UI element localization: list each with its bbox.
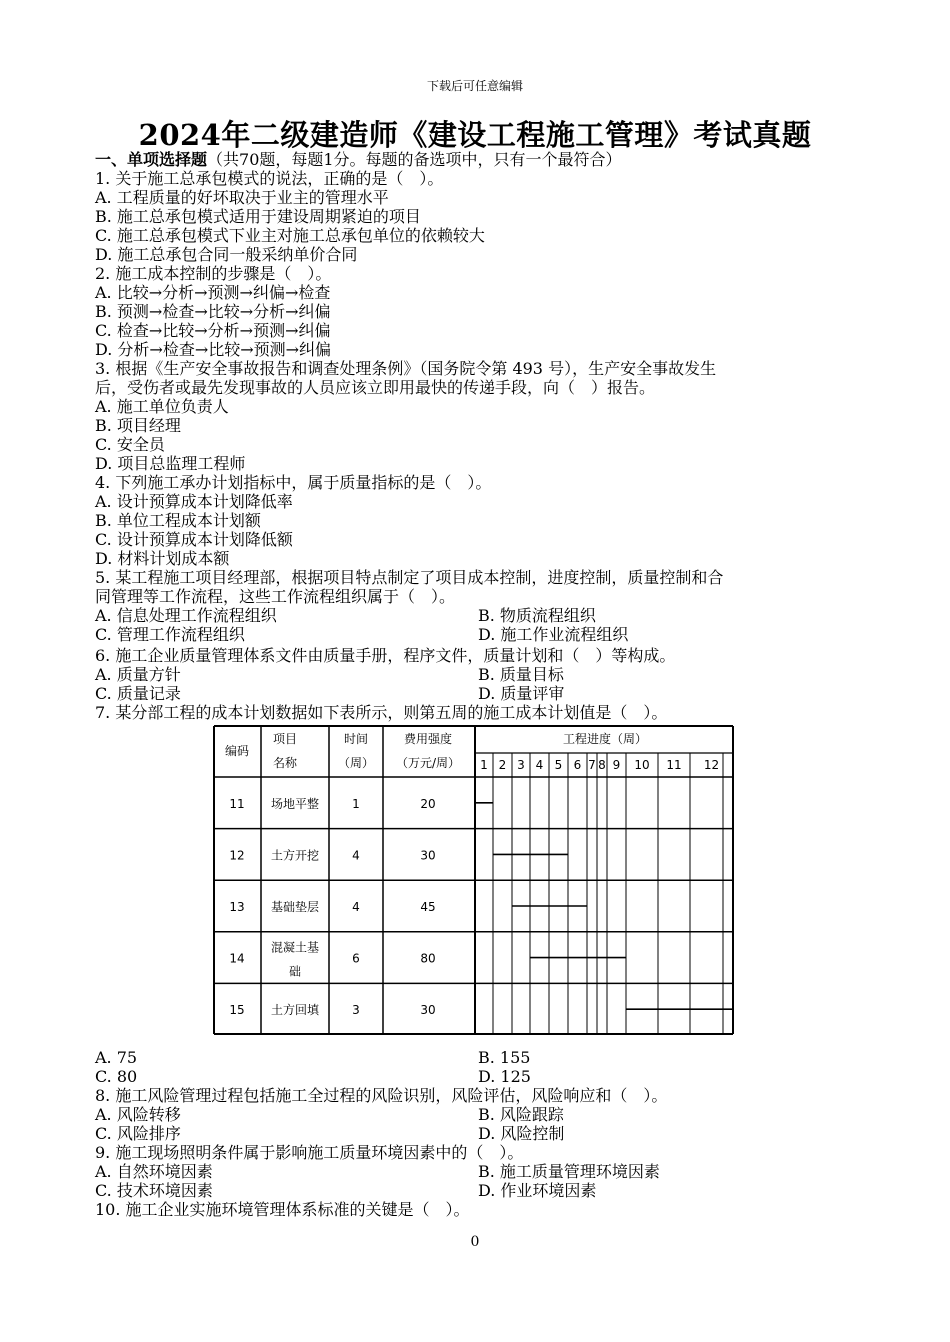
q7-option-c: C. 80 bbox=[95, 1067, 138, 1086]
q5-option-d: D. 施工作业流程组织 bbox=[478, 625, 629, 644]
week-label: 7 bbox=[588, 758, 596, 772]
row-code: 13 bbox=[229, 900, 245, 914]
row-code: 15 bbox=[229, 1003, 245, 1018]
q3-option-c: C. 安全员 bbox=[95, 435, 165, 454]
week-label: 12 bbox=[703, 758, 720, 772]
week-label: 8 bbox=[598, 758, 606, 772]
q4-option-b: B. 单位工程成本计划额 bbox=[95, 511, 261, 530]
week-label: 2 bbox=[498, 758, 507, 772]
q5-option-a: A. 信息处理工作流程组织 bbox=[95, 606, 277, 625]
week-label: 6 bbox=[573, 758, 582, 772]
q3-option-d: D. 项目总监理工程师 bbox=[95, 454, 246, 473]
q6-option-d: D. 质量评审 bbox=[478, 684, 565, 703]
row-name-2: 础 bbox=[288, 964, 302, 979]
header-time-1: 时间 bbox=[343, 732, 369, 746]
q7-option-a: A. 75 bbox=[95, 1048, 138, 1067]
row-name: 场地平整 bbox=[270, 796, 320, 811]
q8-option-c: C. 风险排序 bbox=[95, 1124, 181, 1143]
header-code: 编码 bbox=[224, 744, 250, 758]
q9-option-d: D. 作业环境因素 bbox=[478, 1181, 597, 1200]
q2-option-c: C. 检查→比较→分析→预测→纠偏 bbox=[95, 321, 331, 340]
q1-option-c: C. 施工总承包模式下业主对施工总承包单位的依赖较大 bbox=[95, 226, 485, 245]
week-label: 3 bbox=[517, 758, 525, 772]
page-number: 0 bbox=[470, 1234, 480, 1250]
q3-option-a: A. 施工单位负责人 bbox=[95, 397, 229, 416]
row-code: 14 bbox=[229, 951, 245, 966]
row-cost: 30 bbox=[420, 848, 436, 863]
q9-stem: 9. 施工现场照明条件属于影响施工质量环境因素中的（ ）。 bbox=[95, 1143, 524, 1162]
row-cost: 80 bbox=[420, 951, 436, 966]
q3-stem-line1: 3. 根据《生产安全事故报告和调查处理条例》（国务院令第 493 号），生产安全事故发生 bbox=[95, 359, 717, 378]
row-time: 6 bbox=[352, 951, 360, 966]
q1-option-d: D. 施工总承包合同一般采纳单价合同 bbox=[95, 245, 358, 264]
week-label: 10 bbox=[634, 758, 650, 772]
q2-stem: 2. 施工成本控制的步骤是（ ）。 bbox=[95, 264, 332, 283]
q7-option-d: D. 125 bbox=[478, 1067, 531, 1086]
q2-option-b: B. 预测→检查→比较→分析→纠偏 bbox=[95, 302, 331, 321]
row-name: 混凝土基 bbox=[270, 940, 320, 955]
q6-stem: 6. 施工企业质量管理体系文件由质量手册，程序文件，质量计划和（ ）等构成。 bbox=[95, 646, 676, 665]
row-time: 1 bbox=[352, 796, 360, 811]
q4-stem: 4. 下列施工承办计划指标中，属于质量指标的是（ ）。 bbox=[95, 473, 492, 492]
header-time-2: （周） bbox=[337, 756, 375, 770]
q4-option-a: A. 设计预算成本计划降低率 bbox=[95, 492, 293, 511]
q7-stem: 7. 某分部工程的成本计划数据如下表所示，则第五周的施工成本计划值是（ ）。 bbox=[95, 703, 668, 722]
row-code: 11 bbox=[229, 796, 245, 811]
q4-option-c: C. 设计预算成本计划降低额 bbox=[95, 530, 293, 549]
week-label: 1 bbox=[480, 758, 488, 772]
row-time: 4 bbox=[352, 848, 360, 863]
q1-option-b: B. 施工总承包模式适用于建设周期紧迫的项目 bbox=[95, 207, 421, 226]
document-title: 2024年二级建造师《建设工程施工管理》考试真题 bbox=[138, 118, 812, 152]
q8-option-b: B. 风险跟踪 bbox=[478, 1105, 564, 1124]
section-head: 一、单项选择题 bbox=[95, 150, 208, 169]
q8-option-a: A. 风险转移 bbox=[95, 1105, 181, 1124]
q6-option-c: C. 质量记录 bbox=[95, 684, 181, 703]
header-cost-1: 费用强度 bbox=[403, 732, 453, 746]
week-label: 5 bbox=[554, 758, 563, 772]
q5-stem-line1: 5. 某工程施工项目经理部，根据项目特点制定了项目成本控制，进度控制，质量控制和合 bbox=[95, 568, 724, 587]
q9-option-a: A. 自然环境因素 bbox=[95, 1162, 213, 1181]
row-name: 基础垫层 bbox=[270, 900, 320, 914]
q3-option-b: B. 项目经理 bbox=[95, 416, 181, 435]
row-cost: 30 bbox=[420, 1003, 436, 1018]
section-note: （共70题，每题1分。每题的备选项中，只有一个最符合） bbox=[207, 150, 622, 169]
q1-stem: 1. 关于施工总承包模式的说法，正确的是（ ）。 bbox=[95, 169, 444, 188]
week-label: 11 bbox=[666, 758, 682, 772]
row-cost: 20 bbox=[420, 796, 436, 811]
q1-option-a: A. 工程质量的好坏取决于业主的管理水平 bbox=[95, 188, 389, 207]
cost-plan-grid bbox=[213, 725, 735, 1035]
row-time: 3 bbox=[352, 1003, 360, 1018]
q6-option-b: B. 质量目标 bbox=[478, 665, 564, 684]
row-name: 土方开挖 bbox=[270, 848, 320, 863]
q7-option-b: B. 155 bbox=[478, 1048, 531, 1067]
q9-option-c: C. 技术环境因素 bbox=[95, 1181, 213, 1200]
header-name-2: 名称 bbox=[272, 756, 298, 770]
q9-option-b: B. 施工质量管理环境因素 bbox=[478, 1162, 660, 1181]
q5-option-c: C. 管理工作流程组织 bbox=[95, 625, 245, 644]
q2-option-d: D. 分析→检查→比较→预测→纠偏 bbox=[95, 340, 332, 359]
q10-stem: 10. 施工企业实施环境管理体系标准的关键是（ ）。 bbox=[95, 1200, 470, 1219]
cost-plan-table bbox=[213, 725, 735, 1035]
week-label: 4 bbox=[535, 758, 544, 772]
row-cost: 45 bbox=[420, 900, 436, 914]
q5-option-b: B. 物质流程组织 bbox=[478, 606, 596, 625]
row-code: 12 bbox=[229, 848, 245, 863]
header-cost-2: （万元/周） bbox=[395, 756, 461, 770]
q3-stem-line2: 后，受伤者或最先发现事故的人员应该立即用最快的传递手段，向（ ）报告。 bbox=[95, 378, 656, 397]
q6-option-a: A. 质量方针 bbox=[95, 665, 181, 684]
header-progress: 工程进度（周） bbox=[562, 732, 648, 746]
q8-option-d: D. 风险控制 bbox=[478, 1124, 565, 1143]
q2-option-a: A. 比较→分析→预测→纠偏→检查 bbox=[95, 283, 331, 302]
row-time: 4 bbox=[352, 900, 360, 914]
section-heading bbox=[95, 150, 622, 169]
q5-stem-line2: 同管理等工作流程，这些工作流程组织属于（ ）。 bbox=[95, 587, 456, 606]
row-name: 土方回填 bbox=[270, 1003, 320, 1018]
q4-option-d: D. 材料计划成本额 bbox=[95, 549, 230, 568]
week-label: 9 bbox=[612, 758, 621, 772]
page-header: 下载后可任意编辑 bbox=[426, 79, 523, 93]
q8-stem: 8. 施工风险管理过程包括施工全过程的风险识别，风险评估，风险响应和（ ）。 bbox=[95, 1086, 668, 1105]
header-name-1: 项目 bbox=[272, 732, 298, 746]
